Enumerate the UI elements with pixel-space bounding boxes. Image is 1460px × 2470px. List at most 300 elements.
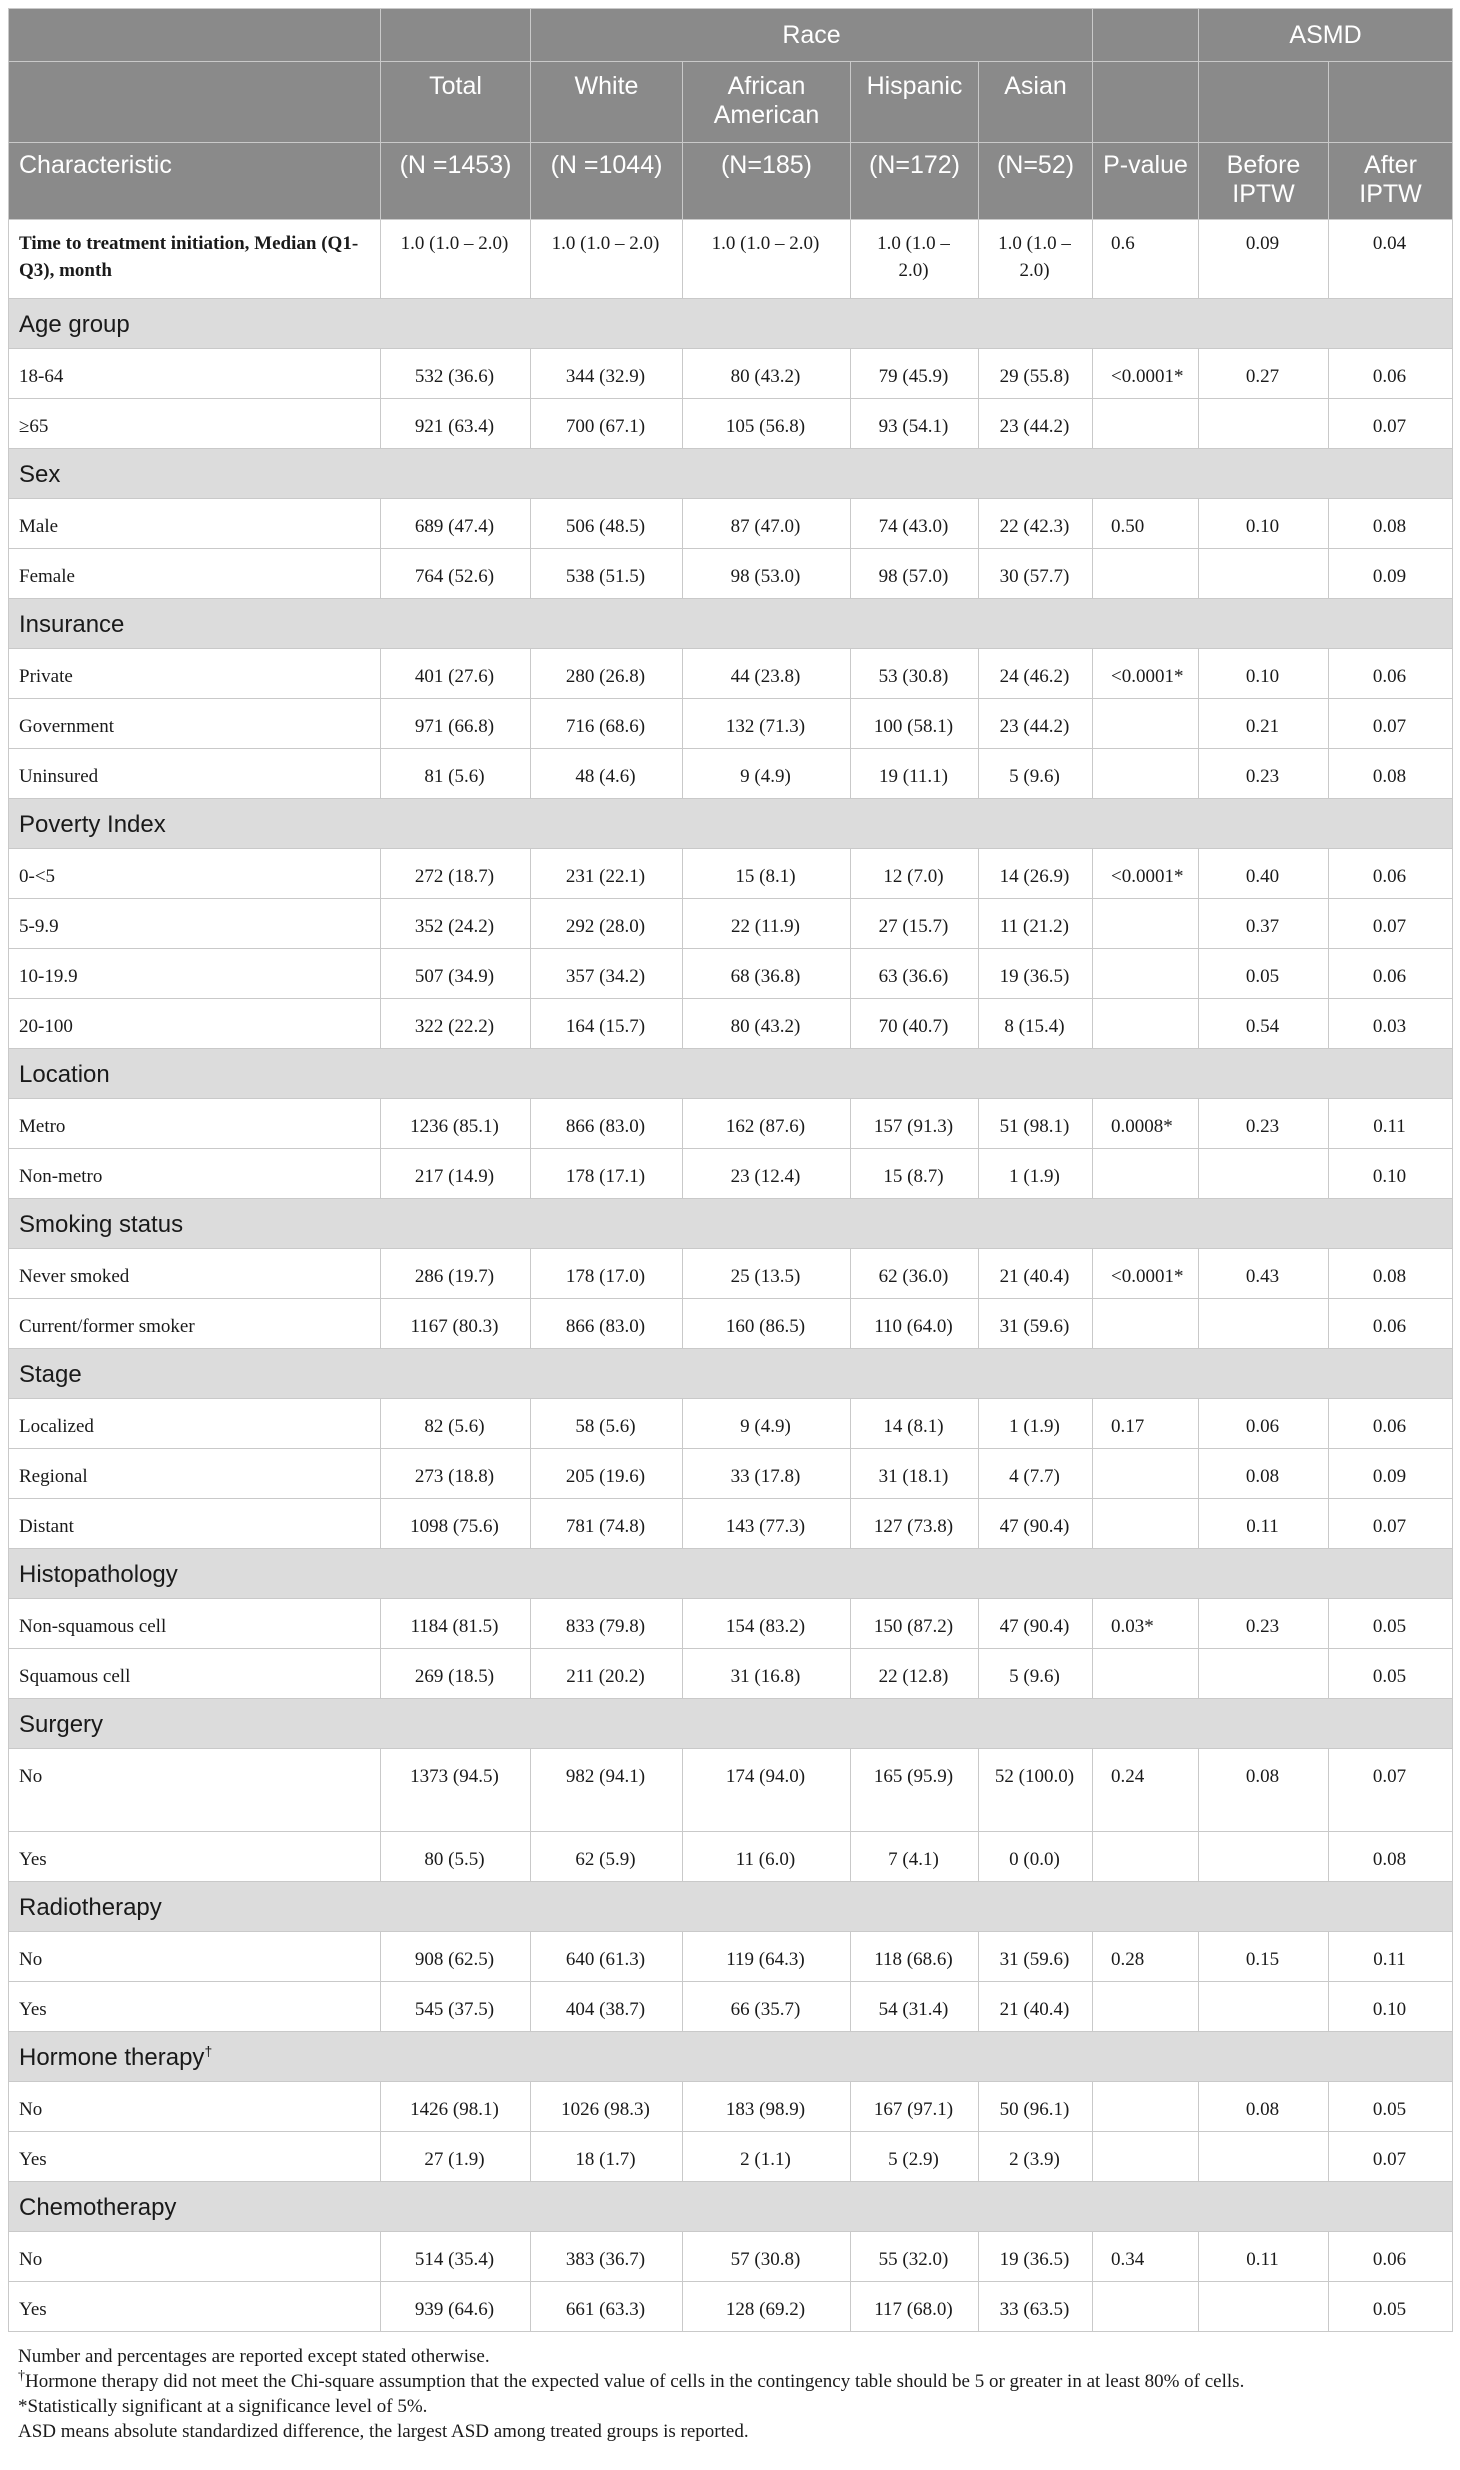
cell-before-iptw: 0.37: [1199, 899, 1329, 949]
cell-african-american: 80 (43.2): [683, 349, 851, 399]
cell-white: 383 (36.7): [531, 2232, 683, 2282]
footnote-text: Number and percentages are reported except stated otherwise.: [18, 2346, 490, 2367]
cell-white: 178 (17.0): [531, 1249, 683, 1299]
cell-before-iptw: 0.21: [1199, 699, 1329, 749]
cell-total: 27 (1.9): [381, 2132, 531, 2182]
cell-p-value: [1093, 999, 1199, 1049]
cell-before-iptw: 0.23: [1199, 1099, 1329, 1149]
cell-p-value: 0.24: [1093, 1749, 1199, 1832]
cell-asian: 21 (40.4): [979, 1249, 1093, 1299]
cell-african-american: 1.0 (1.0 – 2.0): [683, 220, 851, 299]
cell-after-iptw: 0.11: [1329, 1099, 1453, 1149]
header-empty: [1199, 62, 1329, 143]
row-label: 18-64: [9, 349, 381, 399]
cell-total: 82 (5.6): [381, 1399, 531, 1449]
cell-total: 401 (27.6): [381, 649, 531, 699]
cell-asian: 2 (3.9): [979, 2132, 1093, 2182]
cell-p-value: 0.17: [1093, 1399, 1199, 1449]
cell-hispanic: 27 (15.7): [851, 899, 979, 949]
table-row: [9, 999, 1453, 1049]
cell-p-value: <0.0001*: [1093, 649, 1199, 699]
row-label: Non-squamous cell: [9, 1599, 381, 1649]
cell-african-american: 22 (11.9): [683, 899, 851, 949]
cell-p-value: 0.0008*: [1093, 1099, 1199, 1149]
cell-before-iptw: 0.40: [1199, 849, 1329, 899]
cell-p-value: [1093, 949, 1199, 999]
cell-hispanic: 93 (54.1): [851, 399, 979, 449]
cell-total: 514 (35.4): [381, 2232, 531, 2282]
cell-p-value: [1093, 699, 1199, 749]
cell-p-value: [1093, 899, 1199, 949]
row-label: Never smoked: [9, 1249, 381, 1299]
cell-african-american: 2 (1.1): [683, 2132, 851, 2182]
footnotes: [8, 2332, 1452, 2444]
cell-hispanic: 15 (8.7): [851, 1149, 979, 1199]
footnote: [18, 2419, 1452, 2444]
cell-white: 344 (32.9): [531, 349, 683, 399]
cell-hispanic: 100 (58.1): [851, 699, 979, 749]
header-hispanic: Hispanic: [851, 62, 979, 143]
cell-total: 1373 (94.5): [381, 1749, 531, 1832]
cell-after-iptw: 0.09: [1329, 549, 1453, 599]
cell-total: 286 (19.7): [381, 1249, 531, 1299]
group-header-row: [9, 1882, 1453, 1932]
cell-asian: 1.0 (1.0 – 2.0): [979, 220, 1093, 299]
cell-total: 352 (24.2): [381, 899, 531, 949]
group-title-text: Radiotherapy: [19, 1894, 162, 1921]
cell-african-american: 23 (12.4): [683, 1149, 851, 1199]
cell-p-value: [1093, 749, 1199, 799]
cell-after-iptw: 0.07: [1329, 699, 1453, 749]
group-title: [9, 599, 1453, 649]
cell-total: 322 (22.2): [381, 999, 531, 1049]
cell-p-value: [1093, 549, 1199, 599]
cell-hispanic: 79 (45.9): [851, 349, 979, 399]
cell-african-american: 143 (77.3): [683, 1499, 851, 1549]
cell-african-american: 66 (35.7): [683, 1982, 851, 2032]
cell-hispanic: 110 (64.0): [851, 1299, 979, 1349]
cell-asian: 19 (36.5): [979, 949, 1093, 999]
cell-asian: 8 (15.4): [979, 999, 1093, 1049]
cell-before-iptw: [1199, 1832, 1329, 1882]
group-header-row: [9, 799, 1453, 849]
cell-asian: 21 (40.4): [979, 1982, 1093, 2032]
cell-p-value: 0.6: [1093, 220, 1199, 299]
cell-p-value: [1093, 399, 1199, 449]
cell-total: 1236 (85.1): [381, 1099, 531, 1149]
cell-asian: 31 (59.6): [979, 1932, 1093, 1982]
cell-asian: 4 (7.7): [979, 1449, 1093, 1499]
table-row: [9, 1649, 1453, 1699]
row-label: Distant: [9, 1499, 381, 1549]
table-row: [9, 899, 1453, 949]
cell-after-iptw: 0.05: [1329, 2082, 1453, 2132]
table-row: [9, 1249, 1453, 1299]
row-label: Regional: [9, 1449, 381, 1499]
cell-total: 939 (64.6): [381, 2282, 531, 2332]
cell-white: 205 (19.6): [531, 1449, 683, 1499]
header-characteristic: Characteristic: [9, 143, 381, 220]
cell-white: 506 (48.5): [531, 499, 683, 549]
row-label: 0-<5: [9, 849, 381, 899]
cell-p-value: [1093, 1149, 1199, 1199]
cell-after-iptw: 0.06: [1329, 1299, 1453, 1349]
cell-before-iptw: 0.09: [1199, 220, 1329, 299]
cell-before-iptw: [1199, 1649, 1329, 1699]
header-total-n: (N =1453): [381, 143, 531, 220]
row-label: ≥65: [9, 399, 381, 449]
cell-hispanic: 150 (87.2): [851, 1599, 979, 1649]
cell-asian: 24 (46.2): [979, 649, 1093, 699]
footnote-text: *Statistically significant at a significance level of 5%.: [18, 2396, 428, 2417]
cell-before-iptw: 0.08: [1199, 1749, 1329, 1832]
cell-hispanic: 74 (43.0): [851, 499, 979, 549]
row-label: No: [9, 2082, 381, 2132]
cell-after-iptw: 0.07: [1329, 2132, 1453, 2182]
cell-white: 280 (26.8): [531, 649, 683, 699]
row-label: Uninsured: [9, 749, 381, 799]
header-hispanic-n: (N=172): [851, 143, 979, 220]
cell-hispanic: 53 (30.8): [851, 649, 979, 699]
cell-african-american: 15 (8.1): [683, 849, 851, 899]
cell-after-iptw: 0.06: [1329, 949, 1453, 999]
footnote-text: ASD means absolute standardized difference, the largest ASD among treated groups is reported.: [18, 2421, 749, 2442]
cell-total: 1.0 (1.0 – 2.0): [381, 220, 531, 299]
cell-after-iptw: 0.06: [1329, 349, 1453, 399]
cell-p-value: [1093, 1449, 1199, 1499]
cell-african-american: 128 (69.2): [683, 2282, 851, 2332]
group-title: [9, 449, 1453, 499]
row-label: Government: [9, 699, 381, 749]
cell-asian: 47 (90.4): [979, 1599, 1093, 1649]
row-label: 20-100: [9, 999, 381, 1049]
header-empty: [9, 62, 381, 143]
table-container: [8, 8, 1452, 2444]
cell-before-iptw: [1199, 2132, 1329, 2182]
cell-after-iptw: 0.06: [1329, 1399, 1453, 1449]
cell-asian: 5 (9.6): [979, 1649, 1093, 1699]
cell-hispanic: 127 (73.8): [851, 1499, 979, 1549]
cell-after-iptw: 0.06: [1329, 649, 1453, 699]
table-row: [9, 649, 1453, 699]
cell-before-iptw: [1199, 1149, 1329, 1199]
table-row: [9, 1932, 1453, 1982]
group-title: [9, 1049, 1453, 1099]
group-header-row: [9, 2182, 1453, 2232]
cell-white: 538 (51.5): [531, 549, 683, 599]
cell-white: 404 (38.7): [531, 1982, 683, 2032]
header-after-iptw: After IPTW: [1329, 143, 1453, 220]
cell-african-american: 80 (43.2): [683, 999, 851, 1049]
table-row: [9, 2132, 1453, 2182]
cell-hispanic: 62 (36.0): [851, 1249, 979, 1299]
cell-asian: 5 (9.6): [979, 749, 1093, 799]
table-row: [9, 1449, 1453, 1499]
cell-white: 62 (5.9): [531, 1832, 683, 1882]
cell-total: 1184 (81.5): [381, 1599, 531, 1649]
cell-asian: 11 (21.2): [979, 899, 1093, 949]
cell-hispanic: 12 (7.0): [851, 849, 979, 899]
header-empty: [1093, 9, 1199, 62]
cell-after-iptw: 0.11: [1329, 1932, 1453, 1982]
cell-p-value: 0.28: [1093, 1932, 1199, 1982]
cell-white: 58 (5.6): [531, 1399, 683, 1449]
cell-after-iptw: 0.05: [1329, 1599, 1453, 1649]
cell-asian: 19 (36.5): [979, 2232, 1093, 2282]
characteristics-table: [8, 8, 1453, 2332]
cell-african-american: 11 (6.0): [683, 1832, 851, 1882]
group-title-text: Hormone therapy: [19, 2044, 205, 2071]
cell-after-iptw: 0.06: [1329, 2232, 1453, 2282]
table-row: [9, 1399, 1453, 1449]
cell-before-iptw: [1199, 1299, 1329, 1349]
group-header-row: [9, 599, 1453, 649]
row-label: Yes: [9, 1832, 381, 1882]
footnote: [18, 2394, 1452, 2419]
footnote: [18, 2344, 1452, 2369]
cell-before-iptw: [1199, 549, 1329, 599]
cell-after-iptw: 0.07: [1329, 899, 1453, 949]
row-label: Yes: [9, 2282, 381, 2332]
cell-total: 81 (5.6): [381, 749, 531, 799]
cell-asian: 33 (63.5): [979, 2282, 1093, 2332]
cell-white: 211 (20.2): [531, 1649, 683, 1699]
row-label: Squamous cell: [9, 1649, 381, 1699]
cell-before-iptw: 0.06: [1199, 1399, 1329, 1449]
cell-total: 921 (63.4): [381, 399, 531, 449]
cell-white: 292 (28.0): [531, 899, 683, 949]
header-asmd: ASMD: [1199, 9, 1453, 62]
cell-after-iptw: 0.08: [1329, 749, 1453, 799]
row-label: Non-metro: [9, 1149, 381, 1199]
cell-before-iptw: 0.23: [1199, 1599, 1329, 1649]
cell-after-iptw: 0.10: [1329, 1982, 1453, 2032]
row-label: Yes: [9, 1982, 381, 2032]
cell-african-american: 154 (83.2): [683, 1599, 851, 1649]
cell-white: 640 (61.3): [531, 1932, 683, 1982]
table-row: [9, 1749, 1453, 1832]
cell-white: 164 (15.7): [531, 999, 683, 1049]
cell-hispanic: 165 (95.9): [851, 1749, 979, 1832]
table-row: [9, 2232, 1453, 2282]
table-row: [9, 349, 1453, 399]
cell-asian: 22 (42.3): [979, 499, 1093, 549]
group-header-row: [9, 449, 1453, 499]
cell-before-iptw: 0.10: [1199, 649, 1329, 699]
cell-total: 273 (18.8): [381, 1449, 531, 1499]
cell-white: 982 (94.1): [531, 1749, 683, 1832]
group-header-row: [9, 2032, 1453, 2082]
cell-total: 507 (34.9): [381, 949, 531, 999]
header-empty: [1329, 62, 1453, 143]
header-empty: [9, 9, 381, 62]
cell-asian: 29 (55.8): [979, 349, 1093, 399]
cell-total: 971 (66.8): [381, 699, 531, 749]
cell-after-iptw: 0.06: [1329, 849, 1453, 899]
cell-p-value: <0.0001*: [1093, 349, 1199, 399]
cell-african-american: 25 (13.5): [683, 1249, 851, 1299]
group-title: [9, 1549, 1453, 1599]
cell-p-value: [1093, 2282, 1199, 2332]
header-white: White: [531, 62, 683, 143]
table-row: [9, 699, 1453, 749]
footnote-text: Hormone therapy did not meet the Chi-square assumption that the expected value of cells in the contingency table should be 5 or greater in at least 80% of cells.: [25, 2371, 1245, 2392]
cell-asian: 30 (57.7): [979, 549, 1093, 599]
cell-white: 781 (74.8): [531, 1499, 683, 1549]
cell-total: 908 (62.5): [381, 1932, 531, 1982]
cell-white: 48 (4.6): [531, 749, 683, 799]
cell-asian: 14 (26.9): [979, 849, 1093, 899]
cell-asian: 0 (0.0): [979, 1832, 1093, 1882]
group-title-text: Age group: [19, 311, 130, 338]
cell-after-iptw: 0.07: [1329, 399, 1453, 449]
header-empty: [381, 9, 531, 62]
row-label: Private: [9, 649, 381, 699]
cell-white: 231 (22.1): [531, 849, 683, 899]
group-title: [9, 299, 1453, 349]
cell-p-value: [1093, 1982, 1199, 2032]
cell-hispanic: 167 (97.1): [851, 2082, 979, 2132]
cell-hispanic: 157 (91.3): [851, 1099, 979, 1149]
header-p-value: P-value: [1093, 143, 1199, 220]
cell-before-iptw: [1199, 399, 1329, 449]
cell-hispanic: 19 (11.1): [851, 749, 979, 799]
group-title-text: Sex: [19, 461, 61, 488]
group-title-text: Smoking status: [19, 1211, 184, 1238]
cell-asian: 1 (1.9): [979, 1399, 1093, 1449]
cell-african-american: 9 (4.9): [683, 1399, 851, 1449]
table-row: [9, 749, 1453, 799]
header-white-n: (N =1044): [531, 143, 683, 220]
cell-before-iptw: [1199, 1982, 1329, 2032]
group-header-row: [9, 1549, 1453, 1599]
footnote-marker: †: [204, 2043, 213, 2059]
cell-after-iptw: 0.05: [1329, 1649, 1453, 1699]
cell-p-value: [1093, 1299, 1199, 1349]
cell-after-iptw: 0.05: [1329, 2282, 1453, 2332]
cell-african-american: 132 (71.3): [683, 699, 851, 749]
header-before-iptw: Before IPTW: [1199, 143, 1329, 220]
footnote: [18, 2369, 1452, 2394]
cell-after-iptw: 0.04: [1329, 220, 1453, 299]
cell-p-value: [1093, 2082, 1199, 2132]
cell-before-iptw: 0.05: [1199, 949, 1329, 999]
cell-total: 545 (37.5): [381, 1982, 531, 2032]
row-label: 5-9.9: [9, 899, 381, 949]
cell-after-iptw: 0.09: [1329, 1449, 1453, 1499]
cell-hispanic: 63 (36.6): [851, 949, 979, 999]
group-title: [9, 1349, 1453, 1399]
cell-asian: 47 (90.4): [979, 1499, 1093, 1549]
table-row: [9, 1832, 1453, 1882]
cell-after-iptw: 0.03: [1329, 999, 1453, 1049]
row-label: Metro: [9, 1099, 381, 1149]
cell-white: 18 (1.7): [531, 2132, 683, 2182]
cell-p-value: [1093, 1832, 1199, 1882]
cell-total: 80 (5.5): [381, 1832, 531, 1882]
cell-before-iptw: 0.27: [1199, 349, 1329, 399]
table-row: [9, 1982, 1453, 2032]
group-title-text: Surgery: [19, 1711, 104, 1738]
cell-white: 357 (34.2): [531, 949, 683, 999]
cell-before-iptw: 0.08: [1199, 2082, 1329, 2132]
cell-african-american: 174 (94.0): [683, 1749, 851, 1832]
cell-asian: 50 (96.1): [979, 2082, 1093, 2132]
cell-before-iptw: 0.43: [1199, 1249, 1329, 1299]
table-row: [9, 1149, 1453, 1199]
cell-total: 1167 (80.3): [381, 1299, 531, 1349]
cell-white: 716 (68.6): [531, 699, 683, 749]
cell-asian: 23 (44.2): [979, 699, 1093, 749]
cell-after-iptw: 0.08: [1329, 499, 1453, 549]
row-label: Localized: [9, 1399, 381, 1449]
cell-before-iptw: 0.10: [1199, 499, 1329, 549]
group-title: [9, 2032, 1453, 2082]
header-total: Total: [381, 62, 531, 143]
row-label: Yes: [9, 2132, 381, 2182]
cell-white: 700 (67.1): [531, 399, 683, 449]
cell-p-value: <0.0001*: [1093, 1249, 1199, 1299]
cell-total: 532 (36.6): [381, 349, 531, 399]
group-title-text: Histopathology: [19, 1561, 178, 1588]
cell-p-value: 0.34: [1093, 2232, 1199, 2282]
cell-african-american: 119 (64.3): [683, 1932, 851, 1982]
cell-after-iptw: 0.07: [1329, 1499, 1453, 1549]
cell-total: 764 (52.6): [381, 549, 531, 599]
cell-african-american: 31 (16.8): [683, 1649, 851, 1699]
table-row: [9, 499, 1453, 549]
row-label: Time to treatment initiation, Median (Q1-Q3), month: [9, 220, 381, 299]
cell-hispanic: 22 (12.8): [851, 1649, 979, 1699]
cell-hispanic: 5 (2.9): [851, 2132, 979, 2182]
cell-total: 1426 (98.1): [381, 2082, 531, 2132]
cell-white: 1026 (98.3): [531, 2082, 683, 2132]
cell-before-iptw: 0.11: [1199, 1499, 1329, 1549]
footnote-marker: †: [18, 2368, 25, 2384]
header-african-american: African American: [683, 62, 851, 143]
group-header-row: [9, 1699, 1453, 1749]
cell-african-american: 57 (30.8): [683, 2232, 851, 2282]
cell-asian: 23 (44.2): [979, 399, 1093, 449]
cell-before-iptw: [1199, 2282, 1329, 2332]
row-label: Current/former smoker: [9, 1299, 381, 1349]
cell-total: 217 (14.9): [381, 1149, 531, 1199]
row-label: Male: [9, 499, 381, 549]
cell-hispanic: 98 (57.0): [851, 549, 979, 599]
cell-african-american: 98 (53.0): [683, 549, 851, 599]
cell-african-american: 33 (17.8): [683, 1449, 851, 1499]
row-label: 10-19.9: [9, 949, 381, 999]
cell-before-iptw: 0.11: [1199, 2232, 1329, 2282]
group-title: [9, 1882, 1453, 1932]
table-row: [9, 949, 1453, 999]
cell-asian: 1 (1.9): [979, 1149, 1093, 1199]
cell-before-iptw: 0.15: [1199, 1932, 1329, 1982]
cell-p-value: [1093, 1499, 1199, 1549]
cell-total: 269 (18.5): [381, 1649, 531, 1699]
table-body: [9, 220, 1453, 2332]
cell-p-value: 0.50: [1093, 499, 1199, 549]
header-african-american-n: (N=185): [683, 143, 851, 220]
cell-total: 689 (47.4): [381, 499, 531, 549]
table-row: [9, 2282, 1453, 2332]
cell-white: 1.0 (1.0 – 2.0): [531, 220, 683, 299]
cell-before-iptw: 0.54: [1199, 999, 1329, 1049]
cell-hispanic: 14 (8.1): [851, 1399, 979, 1449]
group-header-row: [9, 1349, 1453, 1399]
cell-after-iptw: 0.10: [1329, 1149, 1453, 1199]
cell-after-iptw: 0.08: [1329, 1832, 1453, 1882]
